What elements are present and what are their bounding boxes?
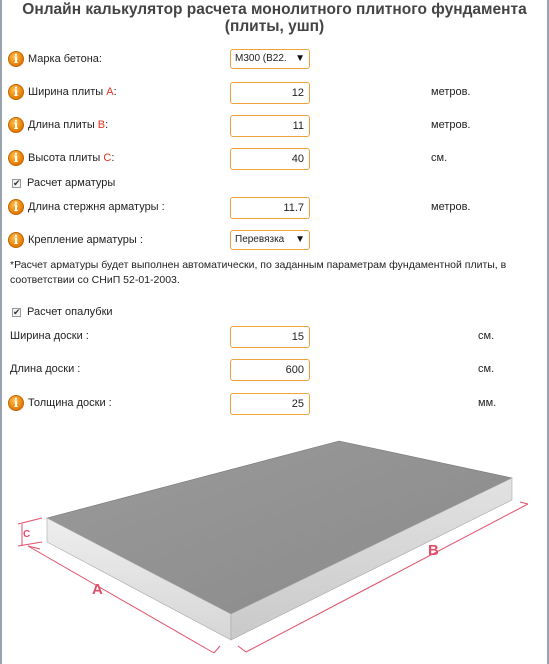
- board-length-label: Длина доски :: [10, 363, 81, 375]
- height-label: Высота плиты С:: [28, 152, 115, 164]
- board-length-input[interactable]: 600: [230, 359, 310, 381]
- width-unit: метров.: [431, 86, 471, 98]
- formwork-calc-row: [8, 305, 538, 327]
- rebar-length-row: [8, 197, 538, 219]
- dropdown-arrow-icon: ▼: [295, 234, 305, 245]
- dimension-a-label: A: [92, 581, 103, 598]
- info-icon[interactable]: i: [8, 84, 24, 100]
- board-thickness-input[interactable]: 25: [230, 393, 310, 415]
- rebar-fix-label: Крепление арматуры :: [28, 234, 143, 246]
- length-input[interactable]: 11: [230, 115, 310, 137]
- info-icon[interactable]: i: [8, 150, 24, 166]
- height-unit: см.: [431, 152, 448, 164]
- height-input[interactable]: 40: [230, 148, 310, 170]
- rebar-calc-row: [8, 176, 538, 198]
- info-icon[interactable]: i: [8, 51, 24, 67]
- rebar-note: *Расчет арматуры будет выполнен автоматически, по заданным параметрам фундаментной плиты, в соответствии со СНиП 52-01-2003.: [10, 259, 507, 286]
- rebar-fix-row: [8, 230, 538, 252]
- rebar-fix-select[interactable]: [230, 230, 310, 250]
- width-row: [8, 82, 538, 104]
- info-icon[interactable]: i: [8, 395, 24, 411]
- dimension-c-label: C: [23, 529, 31, 540]
- board-width-label: Ширина доски :: [10, 330, 89, 342]
- info-icon[interactable]: i: [8, 117, 24, 133]
- height-row: [8, 148, 538, 170]
- rebar-length-label: Длина стержня арматуры :: [28, 201, 165, 213]
- page-title: [0, 1, 549, 35]
- dropdown-arrow-icon: ▼: [295, 53, 305, 64]
- board-thickness-row: [8, 393, 538, 415]
- board-length-row: [8, 359, 538, 381]
- board-thickness-label: Толщина доски :: [28, 397, 112, 409]
- rebar-calc-checkbox[interactable]: ✔: [13, 178, 21, 188]
- board-width-unit: см.: [478, 330, 495, 342]
- dimension-b-label: B: [428, 542, 439, 559]
- length-unit: метров.: [431, 119, 471, 131]
- concrete-select-value: М300 (В22.: [235, 53, 287, 64]
- board-width-row: [8, 326, 538, 348]
- formwork-calc-label: Расчет опалубки: [27, 306, 113, 318]
- concrete-select[interactable]: [230, 49, 310, 69]
- length-label: Длина плиты В:: [28, 119, 109, 131]
- rebar-length-unit: метров.: [431, 201, 471, 213]
- rebar-fix-select-value: Перевязка: [235, 234, 285, 245]
- rebar-calc-label: Расчет арматуры: [27, 177, 116, 189]
- page-title-line2: (плиты, ушп): [224, 18, 325, 35]
- page-title-line1: Онлайн калькулятор расчета монолитного плитного фундамента: [22, 1, 527, 18]
- width-input[interactable]: 12: [230, 82, 310, 104]
- concrete-label: Марка бетона:: [28, 53, 102, 65]
- info-icon[interactable]: i: [8, 232, 24, 248]
- board-thickness-unit: мм.: [478, 397, 497, 409]
- board-length-unit: см.: [478, 363, 495, 375]
- board-width-input[interactable]: 15: [230, 326, 310, 348]
- width-label: Ширина плиты А:: [28, 86, 117, 98]
- length-row: [8, 115, 538, 137]
- info-icon[interactable]: i: [8, 199, 24, 215]
- slab-illustration: [0, 418, 549, 664]
- concrete-row: [8, 49, 538, 71]
- rebar-length-input[interactable]: 11.7: [230, 197, 310, 219]
- formwork-calc-checkbox[interactable]: ✔: [13, 307, 21, 317]
